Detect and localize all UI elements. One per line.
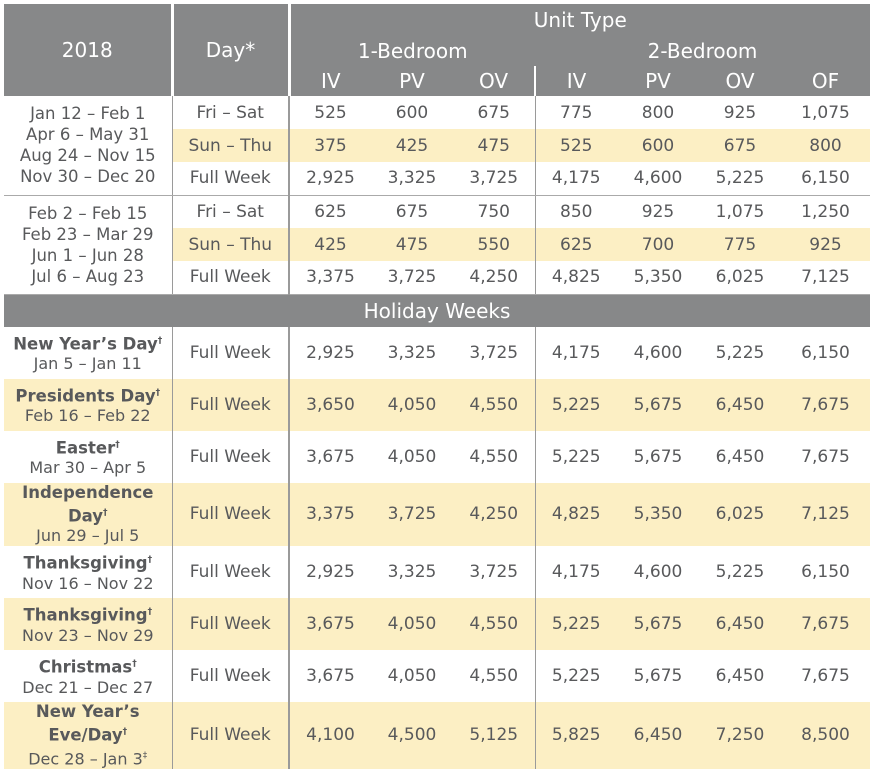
rate-cell: 3,725 (469, 342, 519, 363)
rate-cell: 5,225 (535, 598, 617, 650)
holiday-dates: Nov 16 – Nov 22 (21, 573, 154, 593)
holiday-row (4, 650, 870, 702)
rate-cell: 3,725 (371, 483, 453, 547)
rate-cell: 925 (641, 201, 675, 222)
rate-cell: 3,675 (289, 431, 371, 483)
rate-cell: 775 (535, 96, 617, 129)
holiday-name: Thanksgiving (23, 553, 148, 573)
rate-cell: 5,225 (535, 379, 617, 431)
rate-cell: 3,375 (289, 261, 371, 294)
holiday-name-line (4, 654, 172, 678)
season-date-range: Nov 30 – Dec 20 (20, 167, 156, 187)
day-type: Sun – Thu (172, 129, 289, 162)
rate-cell: 5,675 (633, 666, 683, 686)
rate-cell: 6,450 (715, 446, 765, 467)
season-date-range: Jun 1 – Jun 28 (31, 245, 144, 265)
rate-cell: 925 (723, 102, 757, 123)
day-type: Full Week (172, 598, 289, 650)
rate-cell: 6,150 (801, 342, 850, 363)
rate-cell: 8,500 (781, 702, 870, 769)
dagger-mark: † (115, 439, 120, 450)
table-header (4, 4, 870, 96)
rate-cell: 800 (781, 129, 870, 162)
rate-cell: 3,675 (289, 598, 371, 650)
season-date-range: Feb 2 – Feb 15 (28, 203, 148, 223)
one-bedroom-header: 1-Bedroom (289, 36, 535, 66)
day-type: Full Week (172, 483, 289, 547)
rate-cell: 625 (289, 195, 371, 228)
holiday-row (4, 327, 870, 379)
holiday-name: New Year’s Day (13, 334, 158, 354)
holiday-date-line (4, 626, 172, 646)
rate-cell: 775 (699, 228, 781, 261)
rate-cell: 3,725 (453, 162, 535, 195)
holiday-row (4, 483, 870, 547)
rate-cell: 4,550 (469, 666, 519, 686)
rate-cell: 6,025 (699, 261, 781, 294)
rate-cell: 4,825 (535, 261, 617, 294)
rate-cell: 5,225 (715, 562, 765, 582)
col-header: IV (289, 66, 371, 96)
holiday-row (4, 702, 870, 769)
col-header: PV (371, 66, 453, 96)
holiday-row (4, 379, 870, 431)
holiday-label (4, 327, 172, 379)
holiday-label (4, 702, 172, 769)
season-date-range: Aug 24 – Nov 15 (19, 146, 156, 166)
rate-cell: 5,350 (617, 483, 699, 547)
holiday-label (4, 546, 172, 598)
rate-cell: 4,550 (453, 379, 535, 431)
day-type: Full Week (172, 702, 289, 769)
day-type: Sun – Thu (172, 228, 289, 261)
holiday-dates: Mar 30 – Apr 5 (29, 458, 147, 478)
rate-cell: 525 (289, 96, 371, 129)
holiday-date-line (4, 746, 172, 769)
rate-cell: 3,325 (387, 562, 437, 582)
rate-cell: 5,675 (617, 379, 699, 431)
rate-cell: 6,150 (801, 562, 850, 582)
holiday-name-line (4, 435, 172, 459)
day-type: Full Week (172, 261, 289, 294)
dagger-mark: † (157, 335, 163, 346)
double-dagger-mark: ‡ (142, 750, 148, 761)
rate-cell: 800 (641, 102, 675, 123)
season-row (4, 195, 870, 228)
rate-cell: 7,675 (781, 598, 870, 650)
rate-cell: 4,050 (371, 598, 453, 650)
rate-cell: 7,250 (699, 702, 781, 769)
holiday-dates: Jun 29 – Jul 5 (36, 526, 140, 545)
col-header: OF (781, 66, 870, 96)
rate-cell: 525 (535, 129, 617, 162)
dagger-mark: † (103, 507, 108, 518)
day-type: Full Week (172, 546, 289, 598)
rate-cell: 4,050 (387, 446, 437, 467)
holiday-band-row (4, 294, 870, 327)
dagger-mark: † (122, 727, 128, 737)
rate-cell: 4,600 (633, 342, 683, 363)
rate-cell: 5,225 (699, 162, 781, 195)
rate-cell: 7,125 (781, 483, 870, 547)
holiday-name: New Year’s Eve/Day (35, 702, 140, 745)
season-date-range: Feb 23 – Mar 29 (21, 224, 154, 244)
holiday-date-line (4, 458, 172, 478)
rate-cell: 5,825 (535, 702, 617, 769)
rate-cell: 4,250 (453, 483, 535, 547)
rate-cell: 4,600 (617, 162, 699, 195)
rate-cell: 6,450 (715, 666, 765, 686)
holiday-label (4, 650, 172, 702)
holiday-row (4, 546, 870, 598)
day-type: Full Week (172, 327, 289, 379)
dagger-mark: † (147, 555, 153, 566)
col-header: OV (699, 66, 781, 96)
rate-cell: 4,550 (469, 446, 519, 467)
rate-cell: 2,925 (289, 327, 371, 379)
rate-cell: 3,675 (289, 650, 371, 702)
table-body (4, 96, 870, 769)
rate-cell: 7,125 (781, 261, 870, 294)
rate-cell: 4,175 (535, 162, 617, 195)
dagger-mark: † (155, 387, 161, 398)
holiday-name: Thanksgiving (23, 605, 148, 625)
rate-cell: 4,825 (535, 483, 617, 547)
day-type: Full Week (172, 431, 289, 483)
rate-cell: 3,325 (387, 342, 437, 363)
rate-cell: 3,325 (371, 162, 453, 195)
rate-cell: 375 (289, 129, 371, 162)
col-header: PV (617, 66, 699, 96)
rate-cell: 5,125 (453, 702, 535, 769)
rate-cell: 4,175 (535, 546, 617, 598)
rate-cell: 6,150 (781, 162, 870, 195)
rate-cell: 7,675 (781, 379, 870, 431)
rate-cell: 6,450 (617, 702, 699, 769)
rate-cell: 7,675 (801, 446, 850, 467)
holiday-name: Independence Day (22, 482, 154, 525)
rate-cell: 2,925 (289, 546, 371, 598)
holiday-name: Presidents Day (15, 386, 156, 406)
rate-cell: 4,500 (371, 702, 453, 769)
rate-cell: 7,675 (801, 666, 850, 686)
col-header: IV (535, 66, 617, 96)
rate-cell: 5,675 (633, 446, 683, 467)
rate-cell: 475 (371, 228, 453, 261)
day-type: Full Week (172, 379, 289, 431)
rate-cell: 2,925 (289, 162, 371, 195)
rate-cell: 475 (453, 129, 535, 162)
rate-cell: 3,650 (289, 379, 371, 431)
holiday-name-line (4, 383, 172, 407)
rate-cell: 5,225 (715, 342, 765, 363)
col-header: OV (453, 66, 535, 96)
day-header: Day* (172, 4, 289, 96)
holiday-name-line (4, 602, 172, 626)
holiday-row (4, 431, 870, 483)
rate-cell: 425 (289, 228, 371, 261)
holiday-name-line (4, 550, 172, 574)
holiday-date-line (4, 678, 172, 698)
day-type: Full Week (172, 650, 289, 702)
day-type: Fri – Sat (172, 96, 289, 129)
rate-cell: 675 (477, 102, 510, 123)
rate-cell: 4,250 (453, 261, 535, 294)
rate-cell: 5,225 (535, 650, 617, 702)
rate-cell: 4,050 (371, 379, 453, 431)
rate-table (4, 4, 870, 769)
holiday-date-line (4, 406, 172, 426)
rate-cell: 1,250 (801, 201, 850, 222)
day-type: Full Week (172, 162, 289, 195)
rate-cell: 4,175 (535, 327, 617, 379)
rate-cell: 5,675 (617, 598, 699, 650)
season-date-range: Jan 12 – Feb 1 (30, 104, 146, 124)
rate-cell: 425 (371, 129, 453, 162)
rate-cell: 4,600 (633, 562, 683, 582)
holiday-dates: Nov 23 – Nov 29 (21, 625, 154, 645)
rate-cell: 6,450 (699, 379, 781, 431)
season-date-range: Apr 6 – May 31 (26, 125, 150, 145)
rate-cell: 5,225 (535, 431, 617, 483)
rate-cell: 6,025 (699, 483, 781, 547)
dagger-mark: † (132, 659, 137, 670)
dagger-mark: † (147, 607, 153, 618)
holiday-name: Christmas (38, 657, 133, 677)
two-bedroom-header: 2-Bedroom (535, 36, 870, 66)
rate-cell: 675 (699, 129, 781, 162)
holiday-label (4, 379, 172, 431)
rate-cell: 1,075 (801, 102, 850, 123)
rate-cell: 3,725 (371, 261, 453, 294)
rate-cell: 625 (535, 228, 617, 261)
holiday-dates: Dec 21 – Dec 27 (22, 677, 154, 697)
season-date-range: Jul 6 – Aug 23 (31, 266, 145, 286)
rate-cell: 750 (477, 201, 510, 222)
holiday-name-line (4, 702, 172, 746)
rate-cell: 4,100 (289, 702, 371, 769)
holiday-dates: Feb 16 – Feb 22 (24, 406, 151, 426)
rate-cell: 925 (781, 228, 870, 261)
holiday-label (4, 598, 172, 650)
rate-cell: 3,375 (289, 483, 371, 547)
holiday-name: Easter (55, 438, 116, 458)
season-row (4, 96, 870, 129)
rate-cell: 850 (535, 195, 617, 228)
rate-cell: 5,350 (617, 261, 699, 294)
rate-cell: 4,550 (453, 598, 535, 650)
holiday-dates: Dec 28 – Jan 3 (28, 748, 143, 768)
holiday-dates: Jan 5 – Jan 11 (33, 354, 142, 374)
holiday-name-line (4, 483, 172, 527)
rate-cell: 600 (617, 129, 699, 162)
rate-cell: 6,450 (699, 598, 781, 650)
rate-cell: 1,075 (715, 201, 765, 222)
rate-cell: 600 (395, 102, 429, 123)
year-header: 2018 (4, 4, 172, 96)
rate-cell: 700 (617, 228, 699, 261)
season-dates (4, 96, 172, 195)
season-dates (4, 195, 172, 294)
rate-cell: 675 (395, 201, 429, 222)
day-type: Fri – Sat (172, 195, 289, 228)
holiday-name-line (4, 331, 172, 355)
unit-type-header: Unit Type (289, 4, 870, 36)
holiday-row (4, 598, 870, 650)
holiday-date-line (4, 526, 172, 546)
holiday-label (4, 483, 172, 547)
holiday-date-line (4, 354, 172, 374)
holiday-weeks-heading: Holiday Weeks (4, 294, 870, 327)
rate-cell: 3,725 (469, 562, 519, 582)
holiday-date-line (4, 574, 172, 594)
rate-cell: 4,050 (387, 666, 437, 686)
rate-cell: 550 (453, 228, 535, 261)
holiday-label (4, 431, 172, 483)
